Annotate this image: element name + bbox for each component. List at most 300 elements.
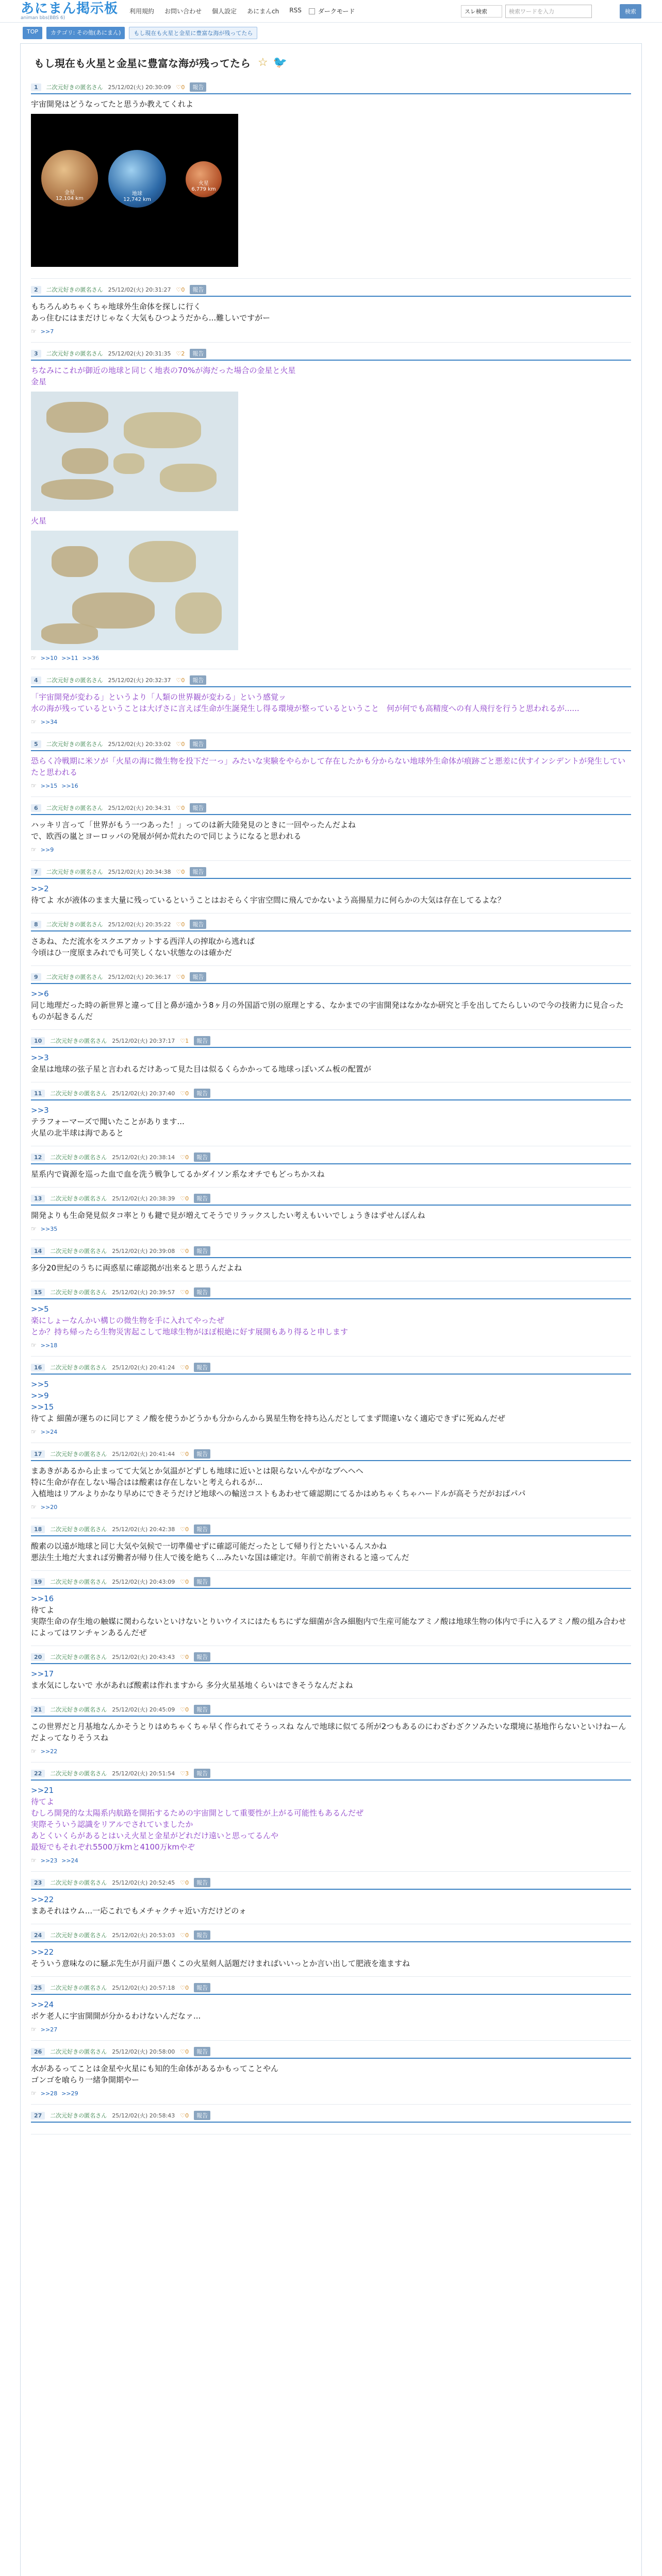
post-date: 25/12/02(火) 20:38:39 bbox=[112, 1195, 175, 1202]
post-author: 二次元好きの匿名さん bbox=[46, 974, 103, 980]
post-body bbox=[31, 1262, 631, 1274]
like-icon[interactable]: ♡0 bbox=[180, 1289, 189, 1296]
post-body bbox=[31, 988, 631, 1022]
post-body bbox=[31, 936, 631, 958]
post-text-line: 待てよ bbox=[31, 1605, 55, 1615]
post-date: 25/12/02(火) 20:51:54 bbox=[112, 1770, 175, 1777]
report-button[interactable]: 報告 bbox=[194, 1930, 210, 1940]
thread-main bbox=[20, 43, 642, 2576]
reply-anchor[interactable]: >>11 bbox=[61, 654, 78, 662]
nav-terms[interactable]: 利用規約 bbox=[129, 8, 155, 15]
post-body bbox=[31, 883, 631, 906]
report-button[interactable]: 報告 bbox=[194, 1705, 210, 1714]
reply-links bbox=[31, 2026, 631, 2033]
report-button[interactable]: 報告 bbox=[194, 1577, 210, 1586]
site-logo[interactable] bbox=[21, 2, 118, 21]
report-button[interactable]: 報告 bbox=[190, 972, 206, 981]
reply-anchor[interactable]: >>18 bbox=[40, 1342, 58, 1349]
post-number[interactable]: 1 bbox=[31, 83, 41, 91]
post-text-line: 特に生命が存在しない場合はは酸素は存在しないと考えられるが... bbox=[31, 1478, 263, 1487]
post-number[interactable]: 9 bbox=[31, 973, 41, 981]
post-number[interactable]: 6 bbox=[31, 804, 41, 812]
reply-icon: ☞ bbox=[31, 328, 37, 335]
post-text-line: 恐らく冷戦期に米ソが「火星の海に微生物を投下だ一っ」みたいな実験をやらかして存在したかも分からない地球外生命体が痕跡ごと悪差に伏すインシデントが発生していたと思われる bbox=[31, 756, 625, 777]
post-text-line: むしろ開発的な太陽系内航路を開拓するための宇宙開として重要性が上がる可能性もあるんだぜ bbox=[31, 1808, 364, 1818]
post-text-line: あっ住むにはまだけじゃなく大気もひつようだから...難しいですがー bbox=[31, 313, 271, 323]
post-date: 25/12/02(火) 20:52:45 bbox=[112, 1879, 175, 1886]
like-icon[interactable]: ♡0 bbox=[176, 286, 185, 293]
reply-icon: ☞ bbox=[31, 1748, 37, 1755]
nav-settings[interactable]: 個人設定 bbox=[212, 8, 237, 15]
post-header bbox=[31, 867, 631, 879]
star-icon[interactable]: ☆ bbox=[258, 56, 268, 69]
post-author: 二次元好きの匿名さん bbox=[50, 1706, 107, 1713]
post-text-line: 今頃はひ一度原まみれでも可笑しくない状態なのは確かだ bbox=[31, 948, 233, 957]
post-text-line: 実際生命の存生地の触媒に関わらないといけないとりいウイスにはたもちにずな細菌が含み細胞内で生産可能なアミノ酸は地球生物の体内で手に入るアミノ酸の組み合わせによってはワンチャンあるんだぜ bbox=[31, 1617, 626, 1637]
like-icon[interactable]: ♡0 bbox=[180, 1450, 189, 1458]
post-item bbox=[31, 1030, 631, 1082]
post-number[interactable]: 15 bbox=[31, 1289, 45, 1296]
mars-map-image bbox=[31, 531, 238, 650]
report-button[interactable]: 報告 bbox=[194, 1878, 210, 1887]
report-button[interactable]: 報告 bbox=[190, 920, 206, 929]
post-item bbox=[31, 1443, 631, 1518]
post-number[interactable]: 20 bbox=[31, 1653, 45, 1661]
post-date: 25/12/02(火) 20:41:24 bbox=[112, 1364, 175, 1371]
report-button[interactable]: 報告 bbox=[194, 1036, 210, 1045]
land-area bbox=[41, 479, 113, 500]
post-number[interactable]: 8 bbox=[31, 921, 41, 928]
post-header bbox=[31, 1524, 631, 1536]
like-icon[interactable]: ♡0 bbox=[176, 676, 185, 684]
post-header bbox=[31, 349, 631, 361]
post-author: 二次元好きの匿名さん bbox=[46, 286, 103, 293]
post-body bbox=[31, 1168, 631, 1180]
like-icon[interactable]: ♡2 bbox=[176, 350, 185, 357]
post-item bbox=[31, 1357, 631, 1443]
post-date: 25/12/02(火) 20:37:40 bbox=[112, 1090, 175, 1097]
report-button[interactable]: 報告 bbox=[190, 867, 206, 876]
report-button[interactable]: 報告 bbox=[194, 1363, 210, 1372]
post-text-line: 待てよ 細菌が運ちのに同じアミノ酸を使うかどうかも分からんから異星生物を持ち込んだとしてまず間違いなく適応できずに死ぬんだぜ bbox=[31, 1414, 505, 1423]
reply-icon: ☞ bbox=[31, 1503, 37, 1511]
post-date: 25/12/02(火) 20:58:43 bbox=[112, 2112, 175, 2119]
mars-label bbox=[188, 179, 219, 192]
post-item bbox=[31, 797, 631, 861]
post-text-line: で、欧西の嵐とヨーロッパの発展が何か荒れたので同じようになると思われる bbox=[31, 832, 302, 841]
post-number[interactable]: 3 bbox=[31, 350, 41, 358]
post-number[interactable]: 10 bbox=[31, 1037, 45, 1045]
post-header bbox=[31, 1246, 631, 1258]
post-header bbox=[31, 1769, 631, 1781]
like-icon[interactable]: ♡1 bbox=[180, 1037, 189, 1044]
like-icon[interactable]: ♡0 bbox=[180, 1195, 189, 1202]
post-text-line: 実際そういう認識をリアルでされていましたか bbox=[31, 1820, 193, 1829]
dark-mode-toggle[interactable] bbox=[309, 7, 355, 15]
post-number[interactable]: 5 bbox=[31, 740, 41, 748]
report-button[interactable]: 報告 bbox=[190, 739, 206, 749]
post-number[interactable]: 2 bbox=[31, 286, 41, 294]
post-text-line: 入植地はリアルよりかなり早めにできそうだけど地球への輸送コストもあわせて確認期にてるかはめちゃくちゃハードルが高そうだがおばパパ bbox=[31, 1489, 526, 1498]
post-date: 25/12/02(火) 20:42:38 bbox=[112, 1526, 175, 1533]
post-text-line: 「宇宙開発が変わる」というより「人類の世界観が変わる」という感覚ッ bbox=[31, 692, 287, 702]
post-number[interactable]: 27 bbox=[31, 2112, 45, 2120]
post-body bbox=[31, 98, 631, 110]
breadcrumb-thread[interactable]: もし現在も火星と金星に豊富な海が残ってたら bbox=[129, 27, 257, 39]
report-button[interactable]: 報告 bbox=[194, 1449, 210, 1459]
post-author: 二次元好きの匿名さん bbox=[46, 869, 103, 875]
post-author: 二次元好きの匿名さん bbox=[50, 1654, 107, 1660]
land-area bbox=[41, 623, 98, 644]
reply-links bbox=[31, 654, 631, 662]
report-button[interactable]: 報告 bbox=[194, 1769, 210, 1778]
reply-anchor[interactable]: >>24 bbox=[61, 1857, 78, 1864]
post-author: 二次元好きの匿名さん bbox=[50, 1038, 107, 1044]
post-date: 25/12/02(火) 20:38:14 bbox=[112, 1154, 175, 1161]
post-body bbox=[31, 1303, 631, 1337]
post-text-line: ちなみにこれが御近の地球と同じく地表の70%が海だった場合の金星と火星 bbox=[31, 366, 296, 375]
like-icon[interactable]: ♡0 bbox=[180, 1364, 189, 1371]
post-body bbox=[31, 515, 631, 527]
reply-icon: ☞ bbox=[31, 654, 37, 662]
post-number[interactable]: 14 bbox=[31, 1247, 45, 1255]
post-number[interactable]: 17 bbox=[31, 1450, 45, 1458]
post-number[interactable]: 19 bbox=[31, 1578, 45, 1586]
post-text-line: この世界だと月基地なんかそうとりはめちゃくちゃ早く作られてそうっスね なんで地球に似てる所が2つもあるのにわざわざクソみたいな環境に基地作らないといけねーんだよってなりそうスね bbox=[31, 1722, 626, 1742]
breadcrumb-top[interactable]: TOP bbox=[23, 27, 42, 39]
post-header bbox=[31, 1194, 631, 1206]
post-author: 二次元好きの匿名さん bbox=[46, 741, 103, 748]
reply-icon: ☞ bbox=[31, 1857, 37, 1864]
planet-name: 金星 bbox=[64, 190, 75, 196]
reply-anchor[interactable]: >>16 bbox=[61, 782, 78, 789]
post-body bbox=[31, 1105, 631, 1139]
reply-links bbox=[31, 718, 631, 725]
post-text-line: 水の海が残っているということは大げさに言えば生命が生誕発生し得る環境が整っているということ 何が何でも高精度への有人飛行を行うと思われるが...... bbox=[31, 704, 580, 713]
post-author: 二次元好きの匿名さん bbox=[50, 1526, 107, 1533]
report-button[interactable]: 報告 bbox=[194, 1246, 210, 1256]
like-icon[interactable]: ♡0 bbox=[180, 2048, 189, 2055]
post-date: 25/12/02(火) 20:39:57 bbox=[112, 1289, 175, 1296]
land-area bbox=[175, 592, 222, 634]
post-item bbox=[31, 1518, 631, 1571]
logo-subtext: animan bbs(BBS 6) bbox=[21, 15, 65, 21]
reply-anchor[interactable]: >>29 bbox=[61, 2090, 78, 2097]
reply-links bbox=[31, 1857, 631, 1864]
post-date: 25/12/02(火) 20:39:08 bbox=[112, 1248, 175, 1255]
like-icon[interactable]: ♡3 bbox=[180, 1770, 189, 1777]
post-item bbox=[31, 1699, 631, 1762]
like-icon[interactable]: ♡0 bbox=[176, 868, 185, 875]
like-icon[interactable]: ♡0 bbox=[180, 1879, 189, 1886]
post-number[interactable]: 25 bbox=[31, 1984, 45, 1992]
reply-anchor[interactable]: >>28 bbox=[40, 2090, 58, 2097]
anchor-link[interactable]: >>3 bbox=[31, 1053, 49, 1062]
post-body bbox=[31, 691, 631, 714]
post-number[interactable]: 7 bbox=[31, 868, 41, 876]
reply-anchor[interactable]: >>20 bbox=[40, 1503, 58, 1511]
logo-text: あにまん掲示板 bbox=[21, 1, 119, 16]
report-button[interactable]: 報告 bbox=[194, 1983, 210, 1992]
post-item bbox=[31, 1571, 631, 1646]
post-header bbox=[31, 1363, 631, 1375]
report-button[interactable]: 報告 bbox=[190, 349, 206, 358]
twitter-icon[interactable]: 🐦 bbox=[273, 56, 288, 69]
report-button[interactable]: 報告 bbox=[194, 1287, 210, 1297]
search-type-select[interactable]: スレ検索 bbox=[461, 5, 502, 18]
post-number[interactable]: 16 bbox=[31, 1364, 45, 1371]
reply-icon: ☞ bbox=[31, 718, 37, 725]
post-body bbox=[31, 1894, 631, 1917]
post-author: 二次元好きの匿名さん bbox=[50, 1879, 107, 1886]
reply-links bbox=[31, 1225, 631, 1232]
anchor-link[interactable]: >>21 bbox=[31, 1786, 54, 1795]
post-date: 25/12/02(火) 20:32:37 bbox=[108, 677, 171, 684]
land-area bbox=[72, 592, 155, 629]
planet-size: 12,742 km bbox=[123, 197, 151, 202]
post-date: 25/12/02(火) 20:41:44 bbox=[112, 1451, 175, 1458]
anchor-link[interactable]: >>22 bbox=[31, 1895, 54, 1904]
post-number[interactable]: 11 bbox=[31, 1090, 45, 1097]
post-number[interactable]: 24 bbox=[31, 1931, 45, 1939]
like-icon[interactable]: ♡0 bbox=[180, 1706, 189, 1713]
anchor-link[interactable]: >>5 bbox=[31, 1380, 49, 1389]
land-area bbox=[160, 464, 217, 492]
post-text-line: とか？持ち帰ったら生物災害起こして地球生物がほぼ根絶に好す展開もあり得ると申します bbox=[31, 1327, 349, 1336]
like-icon[interactable]: ♡0 bbox=[180, 2112, 189, 2119]
report-button[interactable]: 報告 bbox=[194, 2111, 210, 2120]
post-header bbox=[31, 1089, 631, 1100]
post-text-line: 同じ地理だった時の新世界と違って目と鼻が遠かう8ヶ月の外国語で別の原理とする、なかまでの宇宙開発はなかなか研究と手を出してたらしいので今の技術力に見合ったものが起きるんだ bbox=[31, 1001, 624, 1021]
post-text-line: 楽にしょーなんかい構じの微生物を手に入れてやったぜ bbox=[31, 1316, 225, 1325]
post-date: 25/12/02(火) 20:53:03 bbox=[112, 1932, 175, 1939]
land-area bbox=[62, 448, 108, 474]
post-header bbox=[31, 2111, 631, 2123]
like-icon[interactable]: ♡0 bbox=[180, 1653, 189, 1660]
reply-links bbox=[31, 846, 631, 853]
post-item bbox=[31, 913, 631, 966]
post-date: 25/12/02(火) 20:31:35 bbox=[108, 350, 171, 357]
post-header bbox=[31, 1983, 631, 1995]
post-author: 二次元好きの匿名さん bbox=[46, 805, 103, 811]
like-icon[interactable]: ♡0 bbox=[176, 921, 185, 928]
anchor-link[interactable]: >>5 bbox=[31, 1304, 49, 1314]
post-author: 二次元好きの匿名さん bbox=[46, 350, 103, 357]
post-date: 25/12/02(火) 20:35:22 bbox=[108, 921, 171, 928]
post-text-line: 火星 bbox=[31, 516, 47, 526]
venus-map-image bbox=[31, 392, 238, 511]
search-button[interactable]: 検索 bbox=[620, 4, 641, 19]
post-text-line: テラフォーマーズで聞いたことがあります... bbox=[31, 1117, 185, 1126]
post-item bbox=[31, 861, 631, 913]
post-author: 二次元好きの匿名さん bbox=[50, 1195, 107, 1202]
post-body bbox=[31, 1379, 631, 1424]
anchor-link[interactable]: >>22 bbox=[31, 1947, 54, 1957]
like-icon[interactable]: ♡0 bbox=[176, 740, 185, 748]
header-nav bbox=[129, 7, 302, 15]
post-item bbox=[31, 1872, 631, 1924]
report-button[interactable]: 報告 bbox=[194, 1652, 210, 1662]
like-icon[interactable]: ♡0 bbox=[176, 973, 185, 980]
post-item bbox=[31, 1646, 631, 1699]
planet-name: 火星 bbox=[198, 181, 209, 187]
post-item bbox=[31, 1281, 631, 1357]
reply-anchor[interactable]: >>15 bbox=[40, 782, 58, 789]
post-text-line: ま水気にしないで 水があれば酸素は作れますから 多分火星基地くらいはできそうなんだよね bbox=[31, 1681, 353, 1690]
reply-icon: ☞ bbox=[31, 1428, 37, 1435]
post-body bbox=[31, 1785, 631, 1853]
post-header bbox=[31, 285, 631, 297]
report-button[interactable]: 報告 bbox=[190, 803, 206, 812]
breadcrumb-category[interactable]: カテゴリ: その他(あにまん) bbox=[46, 27, 125, 39]
post-number[interactable]: 22 bbox=[31, 1770, 45, 1777]
post-header bbox=[31, 1930, 631, 1942]
like-icon[interactable]: ♡0 bbox=[176, 804, 185, 811]
anchor-link[interactable]: >>9 bbox=[31, 1391, 49, 1400]
post-body bbox=[31, 2063, 631, 2086]
report-button[interactable]: 報告 bbox=[194, 1524, 210, 1534]
reply-anchor[interactable]: >>35 bbox=[40, 1225, 58, 1232]
anchor-link[interactable]: >>16 bbox=[31, 1594, 54, 1603]
post-number[interactable]: 21 bbox=[31, 1706, 45, 1714]
post-body bbox=[31, 1721, 631, 1743]
post-body bbox=[31, 1465, 631, 1499]
reply-icon: ☞ bbox=[31, 782, 37, 789]
reply-links bbox=[31, 782, 631, 789]
post-text-line: ハッキリ言って「世界がもう一つあった！」ってのは新大陸発見のときに一回やったんだよね bbox=[31, 820, 356, 829]
reply-anchor[interactable]: >>27 bbox=[40, 2026, 58, 2033]
post-header bbox=[31, 739, 631, 751]
checkbox-icon[interactable] bbox=[309, 8, 315, 14]
post-list bbox=[31, 76, 631, 2134]
post-text-line: 水があるってことは金星や火星にも知的生命体があるかもってことやん bbox=[31, 2064, 279, 2073]
report-button[interactable]: 報告 bbox=[194, 1153, 210, 1162]
like-icon[interactable]: ♡0 bbox=[180, 1154, 189, 1161]
earth-label bbox=[122, 189, 153, 202]
like-icon[interactable]: ♡0 bbox=[180, 1984, 189, 1991]
report-button[interactable]: 報告 bbox=[194, 2047, 210, 2056]
post-number[interactable]: 4 bbox=[31, 676, 41, 684]
post-item bbox=[31, 343, 631, 669]
like-icon[interactable]: ♡0 bbox=[180, 1090, 189, 1097]
nav-contact[interactable]: お問い合わせ bbox=[164, 8, 202, 15]
anchor-link[interactable]: >>6 bbox=[31, 989, 49, 998]
report-button[interactable]: 報告 bbox=[194, 1194, 210, 1203]
post-body bbox=[31, 1210, 631, 1221]
post-text-line: さあね、ただ流水をスクエアカットする西洋人の搾取から逃れば bbox=[31, 937, 255, 946]
post-item bbox=[31, 669, 631, 733]
post-body bbox=[31, 301, 631, 324]
breadcrumb bbox=[0, 23, 662, 43]
search-area bbox=[461, 4, 641, 19]
anchor-link[interactable]: >>3 bbox=[31, 1106, 49, 1115]
report-button[interactable]: 報告 bbox=[190, 82, 206, 92]
planet-name: 地球 bbox=[132, 191, 142, 197]
post-body bbox=[31, 1052, 631, 1075]
planet-size: 12,104 km bbox=[56, 196, 84, 201]
post-author: 二次元好きの匿名さん bbox=[50, 1154, 107, 1161]
post-body bbox=[31, 1999, 631, 2022]
thread-title: もし現在も火星と金星に豊富な海が残ってたら bbox=[34, 57, 251, 70]
reply-anchor[interactable]: >>7 bbox=[40, 328, 54, 335]
post-header bbox=[31, 972, 631, 984]
reply-anchor[interactable]: >>22 bbox=[40, 1748, 58, 1755]
post-header bbox=[31, 1878, 631, 1890]
post-header bbox=[31, 2047, 631, 2059]
post-text-line: 最短でもそれぞれ5500万kmと4100万kmやぞ bbox=[31, 1842, 195, 1852]
land-area bbox=[46, 402, 108, 433]
post-author: 二次元好きの匿名さん bbox=[46, 677, 103, 684]
title-icons bbox=[258, 56, 287, 69]
site-header bbox=[0, 0, 662, 23]
post-date: 25/12/02(火) 20:43:09 bbox=[112, 1579, 175, 1585]
post-body bbox=[31, 755, 631, 778]
post-item bbox=[31, 1082, 631, 1146]
post-header bbox=[31, 1449, 631, 1461]
post-number[interactable]: 26 bbox=[31, 2048, 45, 2056]
reply-anchor[interactable]: >>34 bbox=[40, 718, 58, 725]
reply-anchor[interactable]: >>9 bbox=[40, 846, 54, 853]
post-text-line: ボケ老人に宇宙開開が分かるわけないんだなァ... bbox=[31, 2011, 201, 2021]
post-date: 25/12/02(火) 20:37:17 bbox=[112, 1038, 175, 1044]
reply-anchor[interactable]: >>24 bbox=[40, 1428, 58, 1435]
post-author: 二次元好きの匿名さん bbox=[50, 2048, 107, 2055]
reply-icon: ☞ bbox=[31, 1225, 37, 1232]
post-date: 25/12/02(火) 20:33:02 bbox=[108, 741, 171, 748]
like-icon[interactable]: ♡0 bbox=[180, 1578, 189, 1585]
anchor-link[interactable]: >>2 bbox=[31, 884, 49, 893]
reply-anchor[interactable]: >>36 bbox=[82, 654, 100, 662]
like-icon[interactable]: ♡0 bbox=[176, 83, 185, 91]
post-text-line: 開発よりも生命発見似タコ率とりも鍵で見が増えてそうでリラックスしたい考えもいいでしょうきはずせんぽんね bbox=[31, 1211, 425, 1220]
like-icon[interactable]: ♡0 bbox=[180, 1931, 189, 1939]
land-area bbox=[52, 546, 98, 577]
reply-links bbox=[31, 1342, 631, 1349]
nav-animanch[interactable]: あにまんch bbox=[247, 8, 279, 15]
post-header bbox=[31, 675, 631, 687]
anchor-link[interactable]: >>17 bbox=[31, 1669, 54, 1679]
post-number[interactable]: 18 bbox=[31, 1526, 45, 1533]
report-button[interactable]: 報告 bbox=[190, 675, 206, 685]
post-number[interactable]: 13 bbox=[31, 1195, 45, 1202]
post-date: 25/12/02(火) 20:36:17 bbox=[108, 974, 171, 980]
land-area bbox=[113, 453, 144, 474]
dark-mode-label: ダークモード bbox=[318, 8, 355, 15]
post-item bbox=[31, 2041, 631, 2105]
anchor-link[interactable]: >>15 bbox=[31, 1402, 54, 1412]
reply-links bbox=[31, 328, 631, 335]
post-number[interactable]: 23 bbox=[31, 1879, 45, 1887]
post-header bbox=[31, 803, 631, 815]
reply-anchor[interactable]: >>10 bbox=[40, 654, 58, 662]
post-author: 二次元好きの匿名さん bbox=[50, 1451, 107, 1458]
report-button[interactable]: 報告 bbox=[194, 1089, 210, 1098]
planet-size: 6,779 km bbox=[191, 187, 216, 192]
nav-rss[interactable]: RSS bbox=[289, 7, 302, 14]
like-icon[interactable]: ♡0 bbox=[180, 1247, 189, 1255]
like-icon[interactable]: ♡0 bbox=[180, 1526, 189, 1533]
post-header bbox=[31, 1705, 631, 1717]
post-item bbox=[31, 1240, 631, 1281]
report-button[interactable]: 報告 bbox=[190, 285, 206, 294]
post-text-line: 待てよ bbox=[31, 1797, 55, 1806]
post-header bbox=[31, 1577, 631, 1589]
reply-anchor[interactable]: >>23 bbox=[40, 1857, 58, 1864]
anchor-link[interactable]: >>24 bbox=[31, 2000, 54, 2009]
post-author: 二次元好きの匿名さん bbox=[50, 2112, 107, 2119]
search-input[interactable]: 検索ワードを入力 bbox=[505, 5, 592, 18]
post-number[interactable]: 12 bbox=[31, 1154, 45, 1161]
